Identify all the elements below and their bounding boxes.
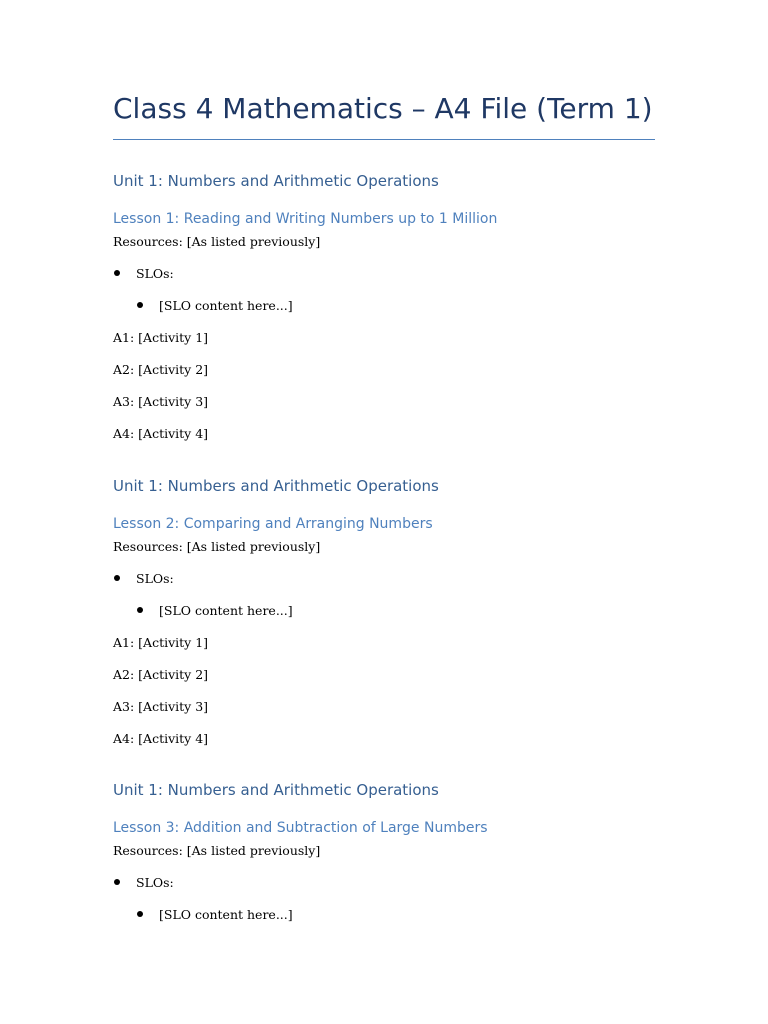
lesson-heading: Lesson 1: Reading and Writing Numbers up to 1 Million: [113, 211, 498, 227]
unit-heading: Unit 1: Numbers and Arithmetic Operations: [113, 781, 439, 799]
resources-text: Resources: [As listed previously]: [113, 539, 321, 554]
slos-label: SLOs:: [136, 571, 174, 586]
unit-heading: Unit 1: Numbers and Arithmetic Operations: [113, 172, 439, 190]
activity-item: A3: [Activity 3]: [113, 394, 209, 409]
activity-item: A2: [Activity 2]: [113, 362, 209, 377]
slo-content: [SLO content here...]: [159, 298, 293, 313]
slos-label: SLOs:: [136, 266, 174, 281]
document-title: Class 4 Mathematics – A4 File (Term 1): [113, 92, 653, 125]
activity-item: A4: [Activity 4]: [113, 731, 209, 746]
activity-item: A1: [Activity 1]: [113, 330, 209, 345]
bullet-icon: [137, 607, 143, 613]
slos-label: SLOs:: [136, 875, 174, 890]
activity-item: A3: [Activity 3]: [113, 699, 209, 714]
bullet-icon: [137, 302, 143, 308]
bullet-icon: [137, 911, 143, 917]
title-underline: [113, 139, 655, 140]
resources-text: Resources: [As listed previously]: [113, 843, 321, 858]
slo-content: [SLO content here...]: [159, 603, 293, 618]
bullet-icon: [114, 879, 120, 885]
resources-text: Resources: [As listed previously]: [113, 234, 321, 249]
lesson-heading: Lesson 3: Addition and Subtraction of Large Numbers: [113, 820, 488, 836]
slo-content: [SLO content here...]: [159, 907, 293, 922]
activity-item: A1: [Activity 1]: [113, 635, 209, 650]
bullet-icon: [114, 575, 120, 581]
lesson-heading: Lesson 2: Comparing and Arranging Numbers: [113, 516, 433, 532]
activity-item: A2: [Activity 2]: [113, 667, 209, 682]
unit-heading: Unit 1: Numbers and Arithmetic Operations: [113, 477, 439, 495]
activity-item: A4: [Activity 4]: [113, 426, 209, 441]
bullet-icon: [114, 270, 120, 276]
